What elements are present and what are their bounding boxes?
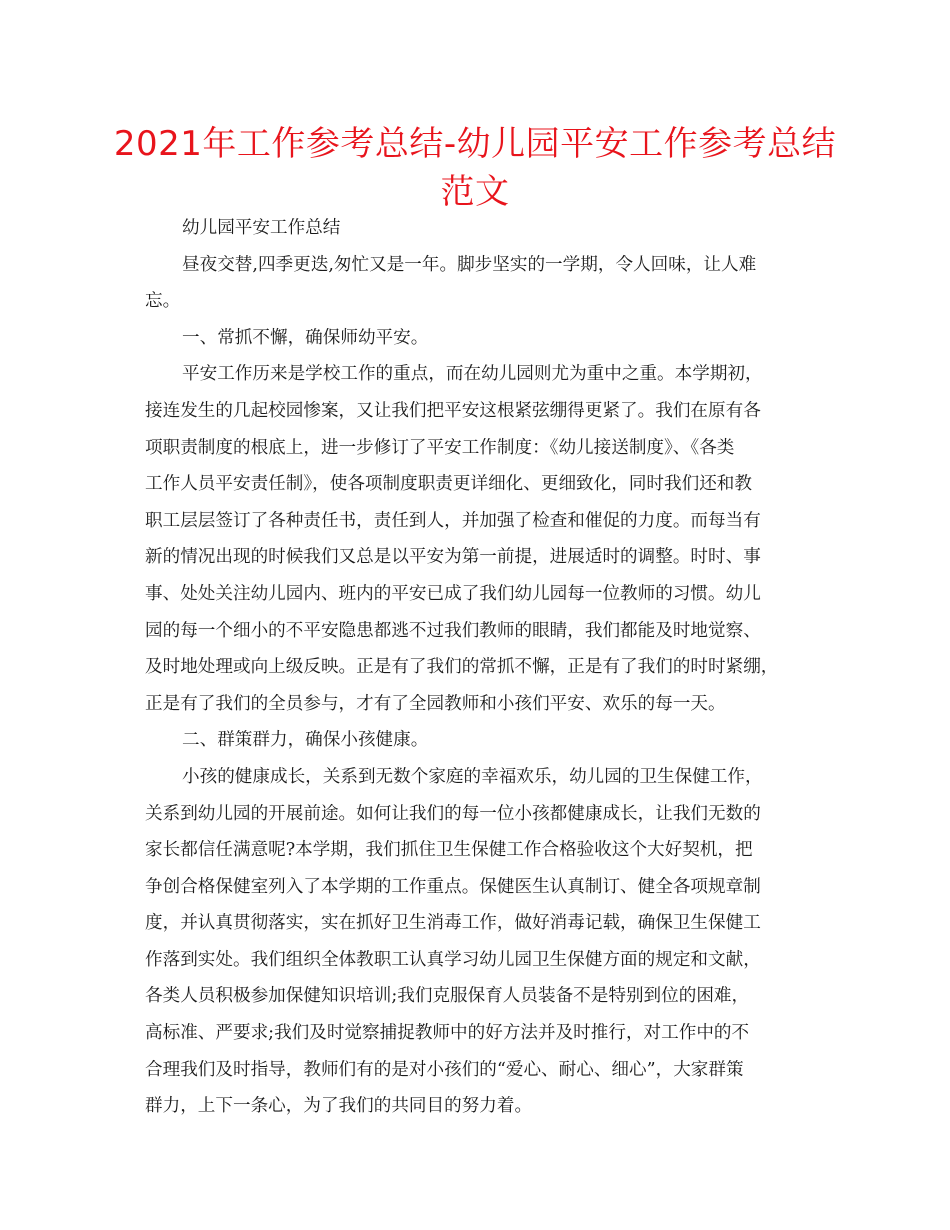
paragraph-line: 作落到实处。我们组织全体教职工认真学习幼儿园卫生保健方面的规定和文献， [145,949,761,970]
paragraph-line: 合理我们及时指导，教师们有的是对小孩们的“爱心、耐心、细心”，大家群策 [145,1059,744,1080]
paragraph-line: 工作人员平安责任制》，使各项制度职责更详细化、更细致化，同时我们还和教 [145,474,752,495]
paragraph [145,210,810,247]
paragraph-line: 接连发生的几起校园惨案，又让我们把平安这根紧弦绷得更紧了。我们在原有各 [145,400,761,421]
paragraph [145,320,810,357]
paragraph-line: 幼儿园平安工作总结 [182,218,341,238]
paragraph-line: 小孩的健康成长，关系到无数个家庭的幸福欢乐，幼儿园的卫生保健工作， [182,766,763,787]
paragraph-line: 园的每一个细小的不平安隐患都逃不过我们教师的眼睛，我们都能及时地觉察、 [145,620,761,641]
paragraph-line: 争创合格保健室列入了本学期的工作重点。保健医生认真制订、健全各项规章制 [145,876,761,897]
paragraph-line: 职工层层签订了各种责任书，责任到人，并加强了检查和催促的力度。而每当有 [145,510,761,531]
paragraph-line: 群力，上下一条心，为了我们的共同目的努力着。 [145,1096,533,1117]
paragraph [145,356,810,722]
document-title-line2: 范文 [440,172,510,212]
paragraph-line: 平安工作历来是学校工作的重点，而在幼儿园则尤为重中之重。本学期初， [182,364,763,385]
paragraph-line: 项职责制度的根底上，进一步修订了平安工作制度：《幼儿接送制度》、《各类 [145,437,735,458]
paragraph-line: 忘。 [145,291,181,312]
paragraph-line: 度，并认真贯彻落实，实在抓好卫生消毒工作，做好消毒记载，确保卫生保健工 [145,913,761,934]
document-title-line1: 2021年工作参考总结-幼儿园平安工作参考总结 [113,124,837,164]
paragraph-line: 高标准、严要求;我们及时觉察捕捉教师中的好方法并及时推行，对工作中的不 [145,1023,750,1044]
paragraph [145,247,810,320]
paragraph-line: 一、常抓不懈，确保师幼平安。 [182,327,429,348]
paragraph-line: 各类人员积极参加保健知识培训;我们克服保育人员装备不是特别到位的困难， [145,986,750,1007]
paragraph-line: 及时地处理或向上级反映。正是有了我们的常抓不懈，正是有了我们的时时紧绷， [145,657,779,678]
paragraph-line: 正是有了我们的全员参与，才有了全园教师和小孩们平安、欢乐的每一天。 [145,693,726,714]
paragraph-line: 新的情况出现的时候我们又总是以平安为第一前提，进展适时的调整。时时、事 [145,547,761,568]
paragraph-line: 昼夜交替,四季更迭,匆忙又是一年。脚步坚实的一学期，令人回味，让人难 [182,254,757,275]
document-body [145,210,810,1125]
paragraph-line: 二、群策群力，确保小孩健康。 [182,730,429,751]
paragraph [145,722,810,759]
paragraph-line: 家长都信任满意呢?本学期，我们抓住卫生保健工作合格验收这个大好契机，把 [145,840,753,861]
paragraph-line: 关系到幼儿园的开展前途。如何让我们的每一位小孩都健康成长，让我们无数的 [145,803,761,824]
paragraph [145,759,810,1125]
paragraph-line: 事、处处关注幼儿园内、班内的平安已成了我们幼儿园每一位教师的习惯。幼儿 [145,583,761,604]
